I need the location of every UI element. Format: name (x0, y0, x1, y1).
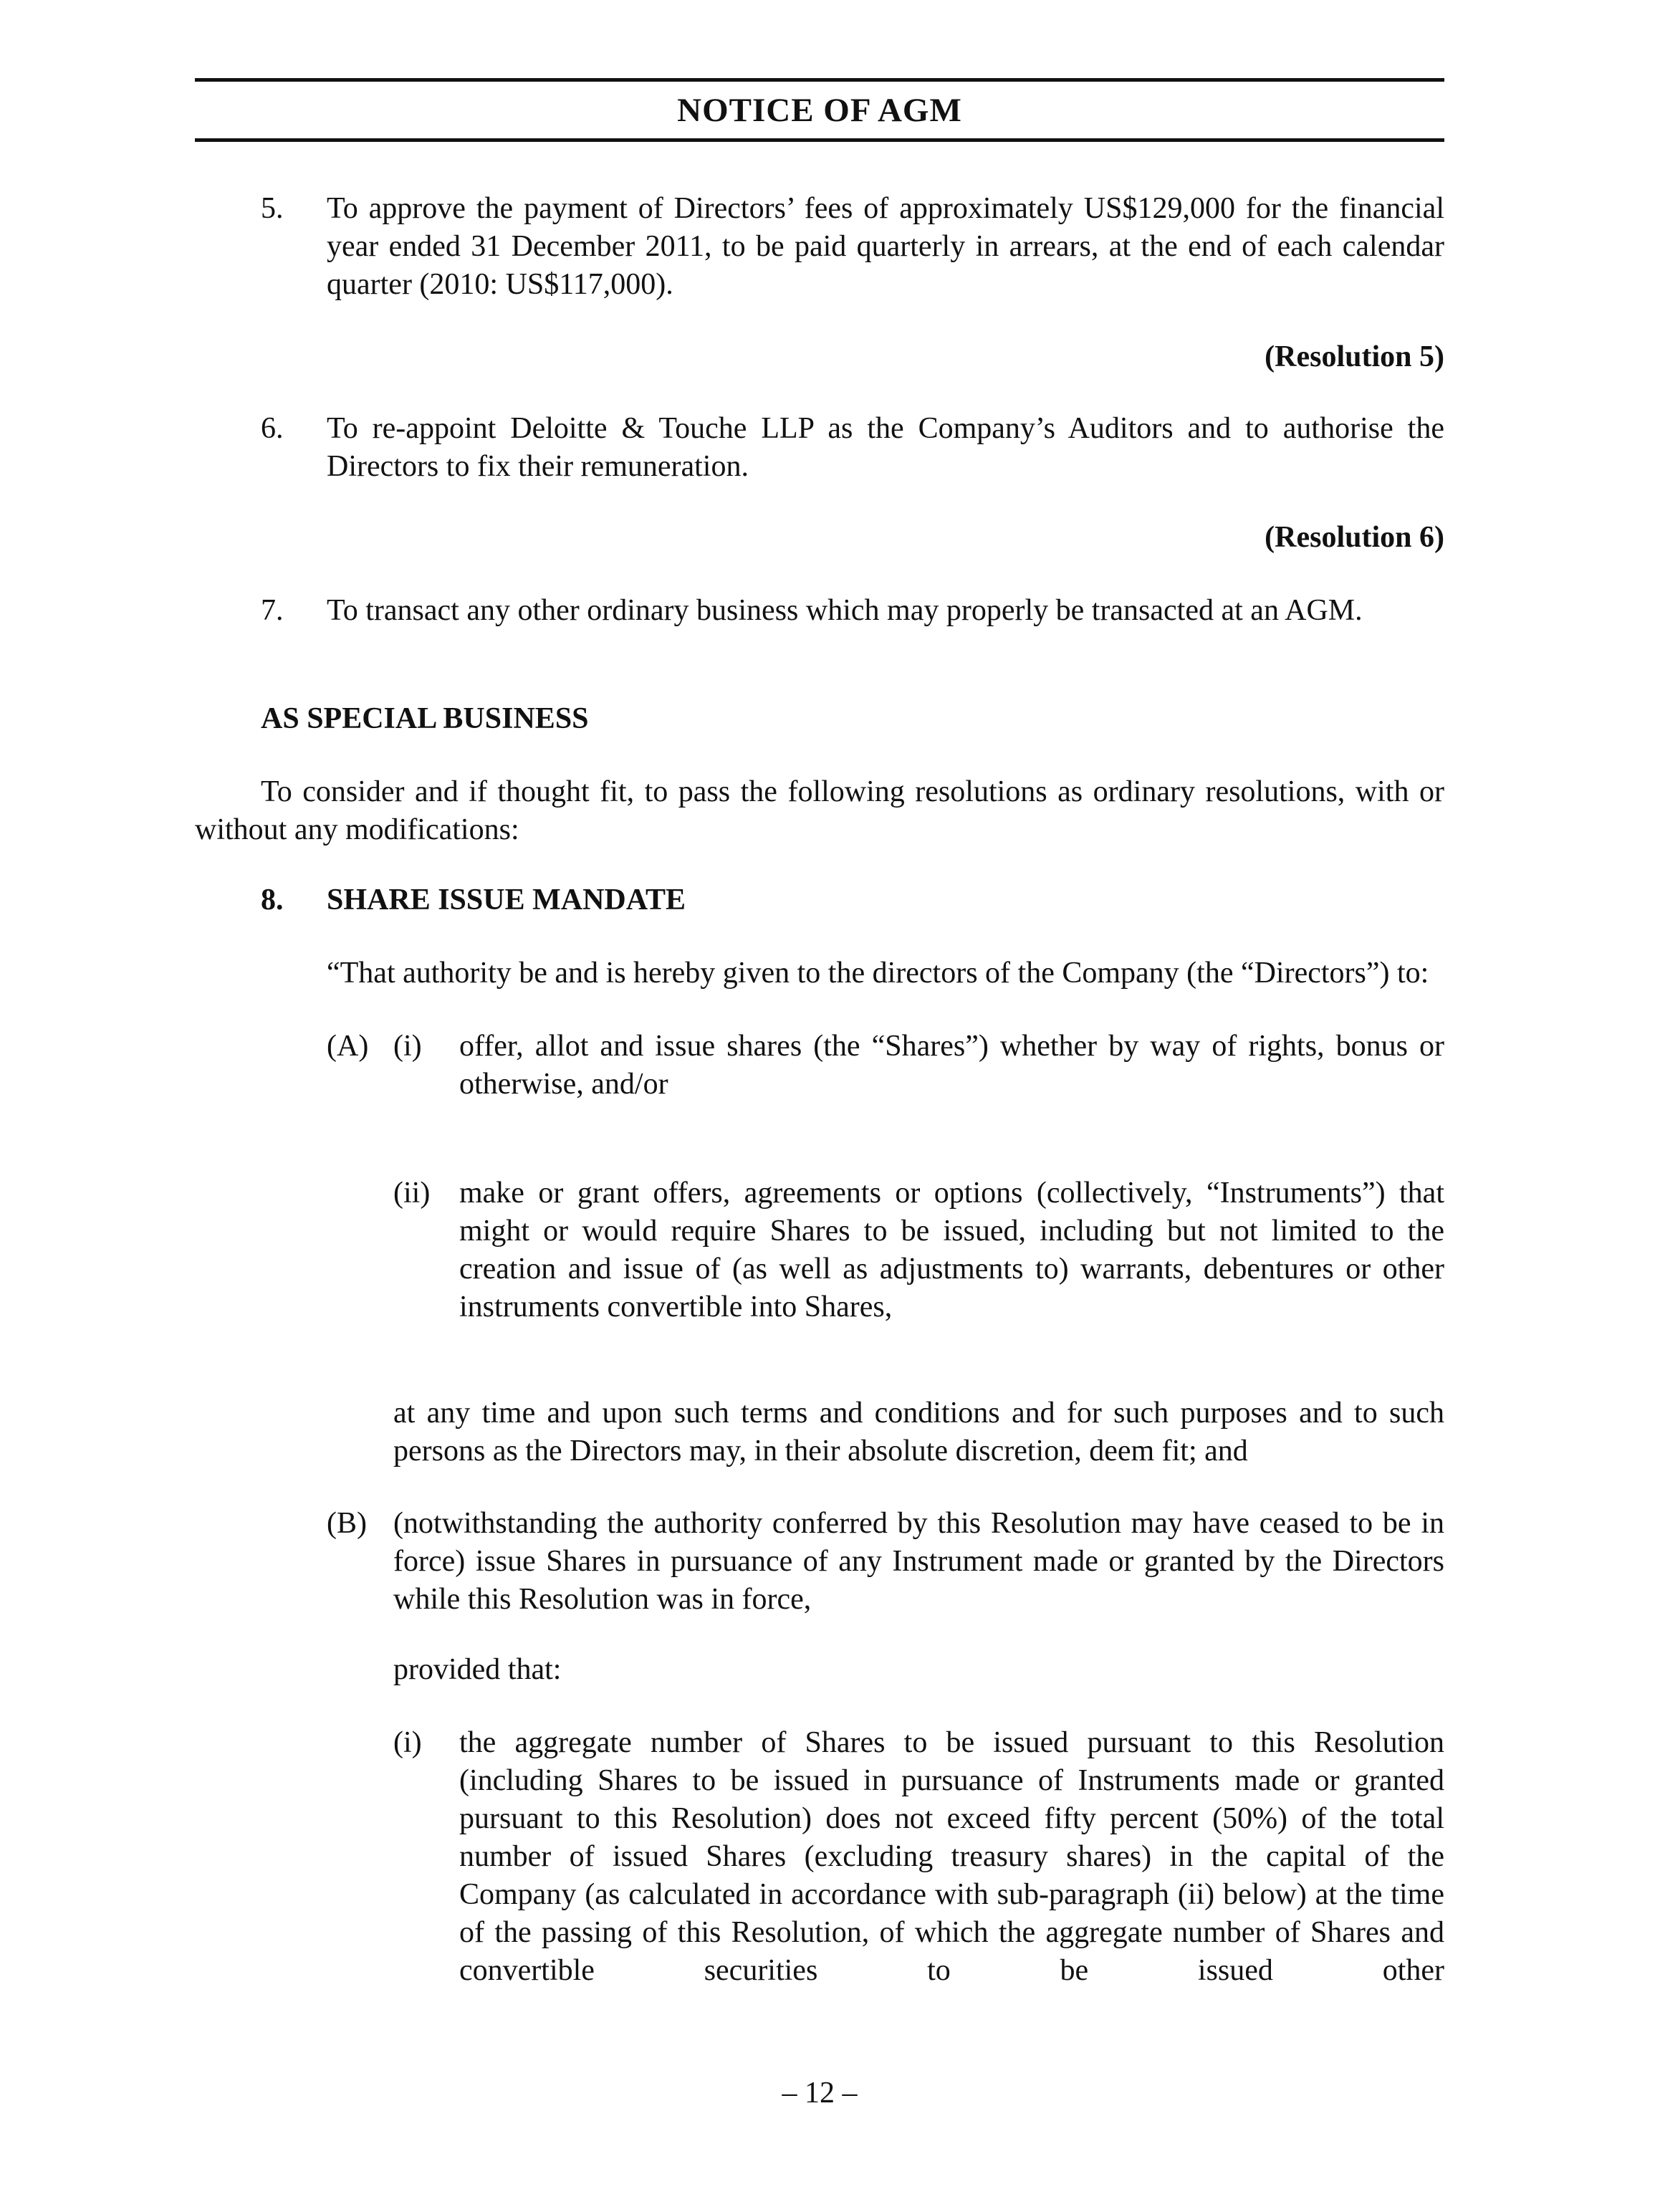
special-business-heading: AS SPECIAL BUSINESS (261, 702, 589, 735)
item-text-5: To approve the payment of Directors’ fees of approximately US$129,000 for the financial year ended 31 December 2011, to be paid quarterly in arrears, at the end of each calendar quarter (2010: US$117,000). (327, 192, 1444, 301)
paragraph-a-ii-label: (ii) (393, 1177, 431, 1210)
item-8-intro: “That authority be and is hereby given to the directors of the Company (the “Directors”) to: (327, 957, 1429, 990)
header-rule-top (195, 78, 1444, 82)
paragraph-b-text: (notwithstanding the authority conferred by this Resolution may have ceased to be in force) issue Shares in pursuance of any Instrument made or granted by the Directors while this Resolution was in force, (393, 1507, 1444, 1616)
item-number-5: 5. (261, 192, 284, 225)
item-number-7: 7. (261, 594, 284, 627)
paragraph-b-label: (B) (327, 1507, 367, 1540)
resolution-label-5: (Resolution 5) (1265, 340, 1444, 373)
paragraph-a-closing: at any time and upon such terms and conditions and for such purposes and to such persons as the Directors may, in their absolute discretion, deem fit; and (393, 1397, 1444, 1468)
paragraph-a-i-text: offer, allot and issue shares (the “Shares”) whether by way of rights, bonus or otherwise, and/or (459, 1030, 1444, 1101)
provided-that: provided that: (393, 1653, 562, 1686)
proviso-i-text: the aggregate number of Shares to be issued pursuant to this Resolution (including Shares to be issued in pursuance of Instruments made or granted pursuant to this Resolution) does not exceed fifty percent (50%) of the total number of issued Shares (excluding treasury shares) in the capital of the Company (as calculated in accordance with sub-paragraph (ii) below) at the time of the passing of this Resolution, of which the aggregate number of Shares and convertible securities to be issued other (459, 1726, 1444, 1987)
item-number-6: 6. (261, 412, 284, 445)
resolution-label-6: (Resolution 6) (1265, 521, 1444, 554)
header-rule-bottom (195, 138, 1444, 142)
paragraph-a-ii-text: make or grant offers, agreements or options (collectively, “Instruments”) that might or would require Shares to be issued, including but not limited to the creation and issue of (as well as adjustments to) warrants, debentures or other instruments convertible into Shares, (459, 1177, 1444, 1323)
item-text-6: To re-appoint Deloitte & Touche LLP as the Company’s Auditors and to authorise the Directors to fix their remuneration. (327, 412, 1444, 483)
item-text-7: To transact any other ordinary business which may properly be transacted at an AGM. (327, 594, 1363, 627)
page-title: NOTICE OF AGM (677, 92, 962, 129)
item-number-8: 8. (261, 884, 284, 916)
item-8-heading: SHARE ISSUE MANDATE (327, 884, 686, 916)
special-business-intro: To consider and if thought fit, to pass the following resolutions as ordinary resolutions, with or without any modifications: (195, 775, 1444, 846)
page-number: – 12 – (782, 2077, 858, 2110)
paragraph-a-i-label: (i) (393, 1030, 422, 1063)
paragraph-a-label: (A) (327, 1030, 369, 1063)
proviso-i-label: (i) (393, 1726, 422, 1759)
